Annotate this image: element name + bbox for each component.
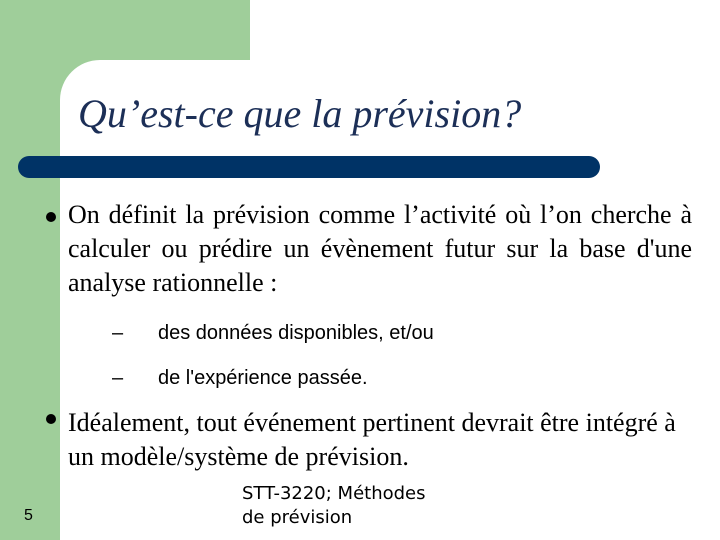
footer-text — [242, 482, 472, 530]
bullet-dot-icon — [46, 414, 56, 424]
slide-title: Qu’est-ce que la prévision? — [78, 91, 522, 136]
title-underline-bar — [18, 156, 600, 178]
bullet-text-1: On définit la prévision comme l’activité où l’on cherche à calculer ou prédire un évènement futur sur la base d'une analyse rationnelle : — [68, 200, 692, 297]
page-number: 5 — [24, 507, 33, 524]
footer-line-1: STT-3220; Méthodes — [242, 483, 426, 504]
bullet-dot-icon — [46, 212, 56, 222]
sub-item-text-1: des données disponibles, et/ou — [158, 322, 434, 344]
sub-item-dash: – — [112, 322, 124, 344]
sub-item-dash: – — [112, 367, 124, 389]
bullet-text-2: Idéalement, tout événement pertinent devrait être intégré à un modèle/système de prévision. — [68, 408, 676, 471]
footer-line-2: de prévision — [242, 507, 353, 528]
sub-item-text-2: de l'expérience passée. — [158, 367, 368, 389]
